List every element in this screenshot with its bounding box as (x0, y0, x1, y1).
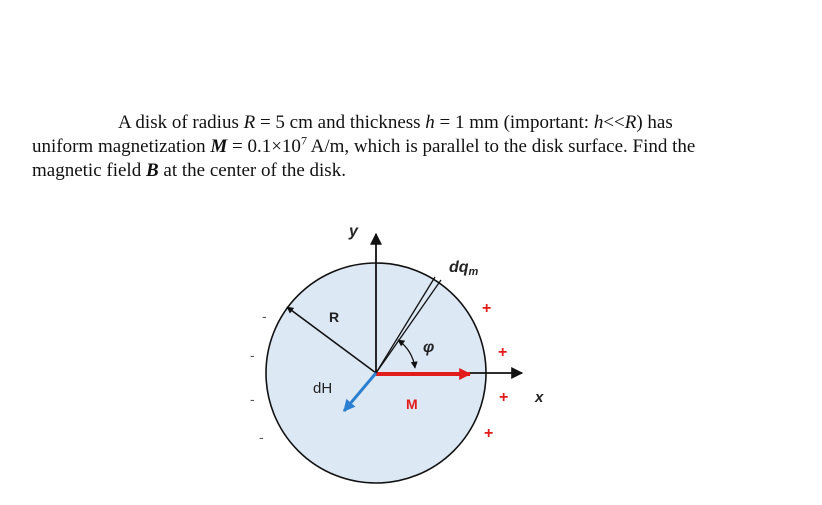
minus-sign-1: - (262, 308, 267, 324)
label-R: R (329, 309, 340, 325)
text-run: A disk of radius (118, 112, 244, 133)
plus-sign-1: + (482, 300, 492, 317)
minus-sign-4: - (259, 429, 264, 445)
label-M: M (406, 396, 418, 412)
plus-sign-2: + (498, 344, 508, 361)
label-dq-subscript: m (468, 266, 479, 278)
label-y: y (349, 223, 358, 240)
text-run: << (603, 112, 625, 133)
text-run: magnetic field (32, 160, 146, 181)
symbol-R: R (624, 112, 637, 133)
minus-sign-3: - (250, 391, 255, 407)
plus-sign-3: + (499, 389, 509, 406)
minus-sign-2: - (250, 347, 255, 363)
symbol-B: B (145, 160, 159, 181)
label-x: x (535, 389, 544, 406)
text-run: ) has (636, 112, 673, 133)
text-run: = 5 cm and thickness (255, 112, 426, 133)
text-run: uniform magnetization (32, 136, 211, 157)
plus-sign-4: + (484, 425, 494, 442)
symbol-h: h (593, 112, 604, 133)
label-dH: dH (313, 380, 333, 397)
text-run: at the center of the disk. (158, 160, 346, 181)
label-phi: φ (423, 339, 435, 356)
symbol-R: R (243, 112, 256, 133)
symbol-M: M (210, 136, 228, 157)
symbol-h: h (425, 112, 435, 133)
text-run: = 1 mm (important: (434, 112, 594, 133)
text-run: A/m, which is parallel to the disk surface. Find the (306, 136, 696, 157)
label-dq: dq (449, 259, 469, 276)
text-run: = 0.1×10 (227, 136, 301, 157)
exponent: 7 (300, 133, 307, 148)
label-dq-m (449, 259, 479, 278)
